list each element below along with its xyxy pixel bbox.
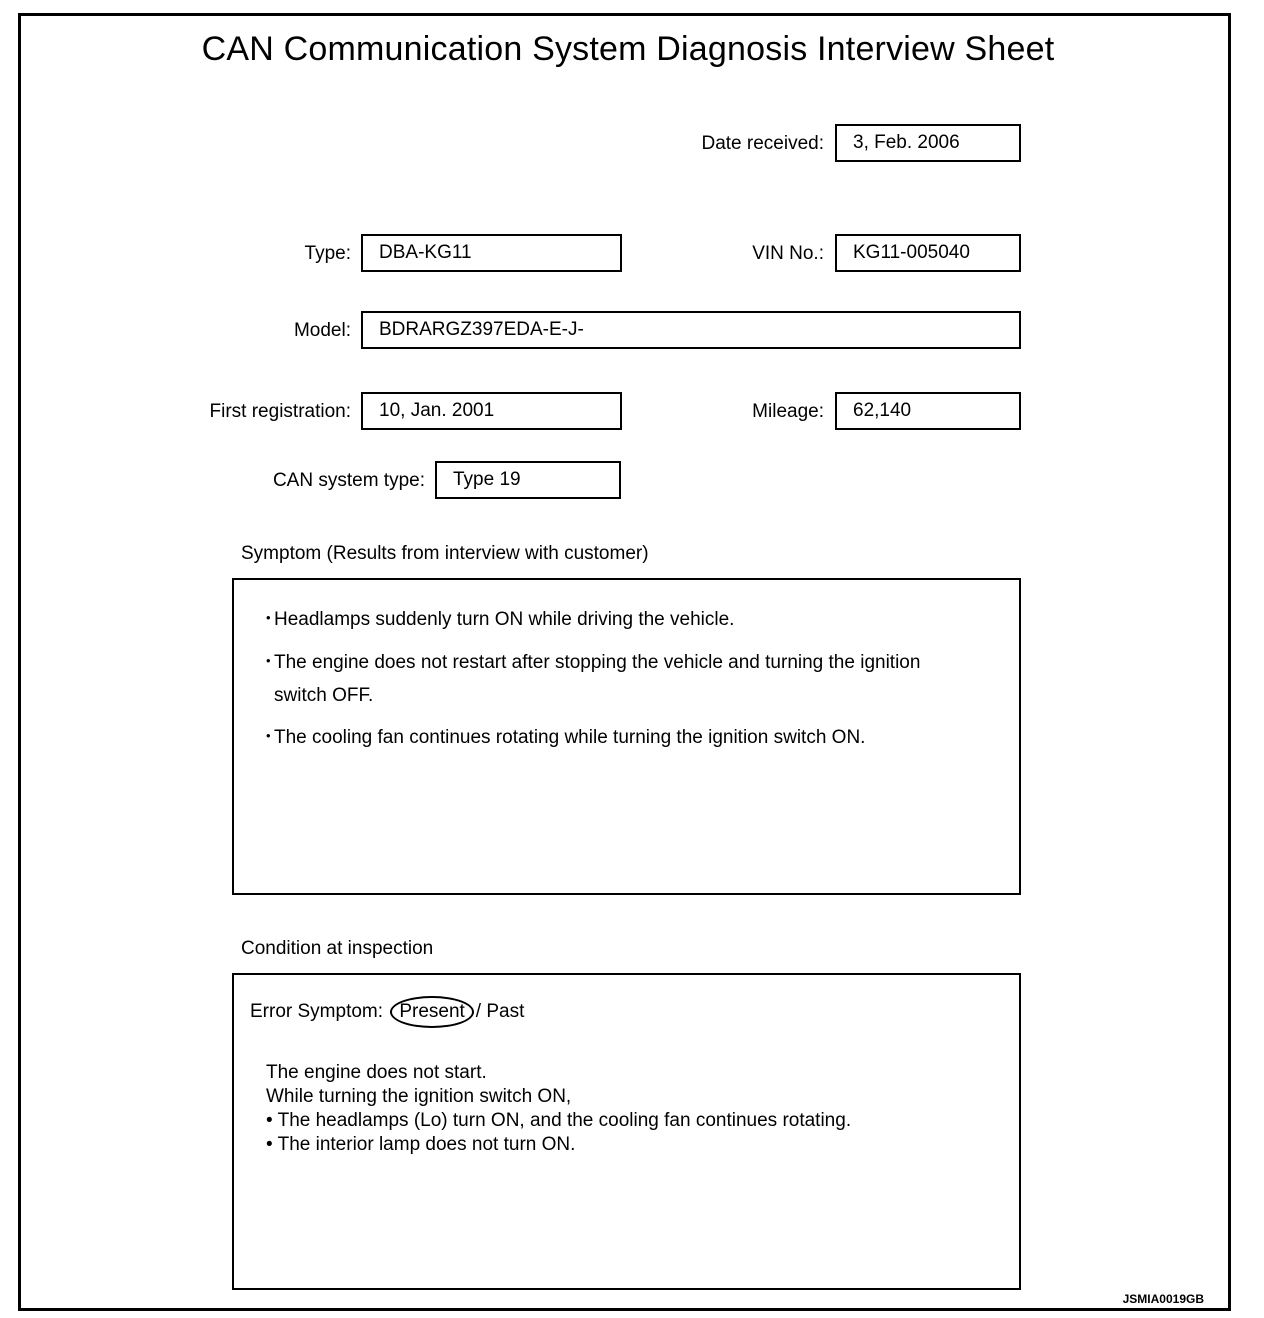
condition-line: The engine does not start. bbox=[266, 1062, 487, 1083]
mileage-field: 62,140 bbox=[835, 392, 1021, 430]
condition-line: While turning the ignition switch ON, bbox=[266, 1086, 572, 1107]
past-option: / Past bbox=[475, 1001, 525, 1022]
date-received-label: Date received: bbox=[701, 133, 824, 154]
date-received-field: 3, Feb. 2006 bbox=[835, 124, 1021, 162]
present-option-circled: Present bbox=[390, 996, 473, 1028]
condition-heading: Condition at inspection bbox=[241, 938, 434, 959]
can-system-type-field: Type 19 bbox=[435, 461, 621, 499]
first-registration-label: First registration: bbox=[209, 401, 351, 422]
symptom-item: • The cooling fan continues rotating while turning the ignition switch ON. bbox=[266, 727, 866, 748]
mileage-label: Mileage: bbox=[752, 401, 824, 422]
symptom-item-continuation: switch OFF. bbox=[274, 685, 374, 706]
symptom-item: • The engine does not restart after stopping the vehicle and turning the ignition bbox=[266, 652, 921, 673]
type-field: DBA-KG11 bbox=[361, 234, 622, 272]
condition-line: • The headlamps (Lo) turn ON, and the cooling fan continues rotating. bbox=[266, 1110, 852, 1131]
model-field: BDRARGZ397EDA-E-J- bbox=[361, 311, 1021, 349]
condition-panel bbox=[232, 973, 1021, 1290]
vin-label: VIN No.: bbox=[752, 243, 824, 264]
vin-field: KG11-005040 bbox=[835, 234, 1021, 272]
can-system-type-label: CAN system type: bbox=[272, 470, 425, 491]
symptom-item: • Headlamps suddenly turn ON while driving the vehicle. bbox=[266, 609, 735, 630]
sheet-title: CAN Communication System Diagnosis Interview Sheet bbox=[201, 30, 1055, 68]
type-label: Type: bbox=[304, 243, 351, 264]
error-symptom-row bbox=[250, 996, 524, 1028]
first-registration-field: 10, Jan. 2001 bbox=[361, 392, 622, 430]
figure-code: JSMIA0019GB bbox=[1122, 1292, 1204, 1306]
condition-line: • The interior lamp does not turn ON. bbox=[266, 1134, 576, 1155]
symptom-heading: Symptom (Results from interview with customer) bbox=[241, 543, 649, 564]
error-symptom-label: Error Symptom: bbox=[250, 1001, 384, 1022]
model-label: Model: bbox=[293, 320, 351, 341]
symptom-panel bbox=[232, 578, 1021, 895]
